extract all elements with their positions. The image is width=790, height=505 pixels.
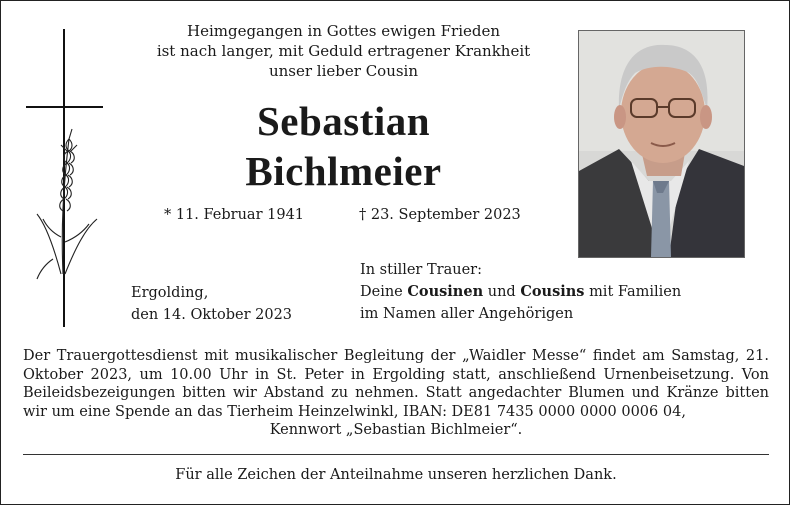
death-date: † 23. September 2023 — [359, 207, 521, 223]
thanks-text: Für alle Zeichen der Anteilnahme unseren herzlichen Dank. — [175, 467, 617, 483]
mourners-line — [360, 281, 681, 303]
notice-last-line: Kennwort „Sebastian Bichlmeier“. — [269, 422, 523, 438]
funeral-notice-paragraph — [23, 347, 769, 440]
deceased-name — [126, 96, 561, 196]
mourners-cousinen: Cousinen — [407, 283, 484, 300]
mourners-cousins: Cousins — [520, 283, 585, 300]
mourners-block — [360, 259, 681, 325]
divider — [23, 454, 769, 455]
intro-line: Heimgegangen in Gottes ewigen Frieden — [186, 22, 501, 40]
notice-text: Der Trauergottesdienst mit musikalischer Begleitung der „Waidler Messe“ findet am Samstag, 21. Oktober 2023, um 10.00 Uhr in St. Peter in Ergolding statt, anschließend Urnenbeisetzung. Von Beileidsbezeigungen bitten wir Abstand zu nehmen. Statt angedachter Blumen und Kränze bitten wir um eine Spende an das Tierheim Heinzelwinkl, IBAN: DE81 7435 0000 0000 0006 04, — [23, 348, 769, 420]
mourners-and: und — [487, 284, 516, 300]
place-and-date — [131, 282, 292, 326]
last-name: Bichlmeier — [245, 148, 442, 194]
intro-line: ist nach langer, mit Geduld ertragener Krankheit — [156, 42, 531, 60]
mourners-line-2: im Namen aller Angehörigen — [360, 306, 574, 322]
mourners-suffix: mit Familien — [589, 284, 682, 300]
birth-date: * 11. Februar 1941 — [164, 207, 305, 223]
place: Ergolding, — [131, 285, 209, 301]
mourners-heading: In stiller Trauer: — [360, 262, 482, 278]
mourners-prefix: Deine — [360, 284, 403, 300]
cross-with-wheat-icon — [23, 29, 105, 329]
intro-text — [126, 21, 561, 81]
portrait-photo — [578, 30, 745, 258]
first-name: Sebastian — [256, 98, 431, 144]
notice-date: den 14. Oktober 2023 — [131, 307, 293, 323]
intro-line: unser lieber Cousin — [268, 62, 419, 80]
